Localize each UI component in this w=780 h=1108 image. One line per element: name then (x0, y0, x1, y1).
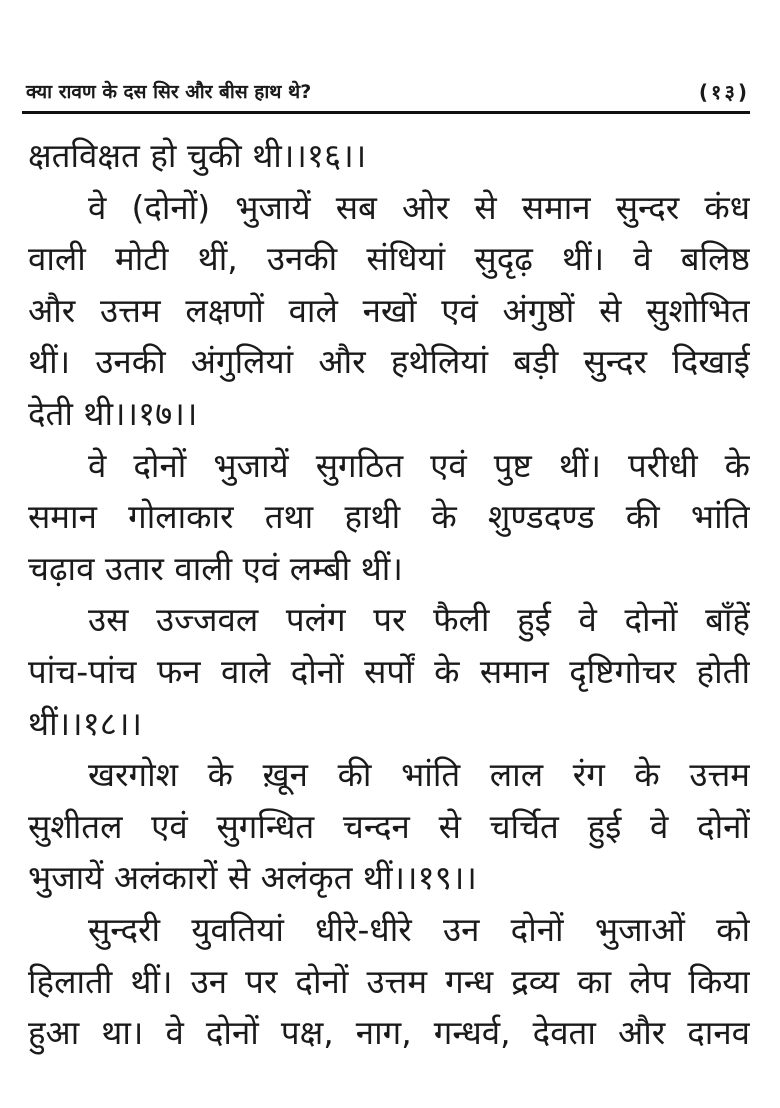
text-line: उस उज्जवल पलंग पर फैली हुई वे दोनों बाँहें (88, 600, 750, 640)
text-line: सुन्दरी युवतियां धीरे-धीरे उन दोनों भुजाओं को (88, 909, 750, 949)
body-text (28, 132, 750, 1061)
text-line: थीं।।१८।। (28, 703, 142, 743)
text-line: हुआ था। वे दोनों पक्ष, नाग, गन्धर्व, देवता और दानव (28, 1013, 750, 1053)
text-line: हिलाती थीं। उन पर दोनों उत्तम गन्ध द्रव्य का लेप किया (28, 961, 750, 1001)
text-line: पांच-पांच फन वाले दोनों सर्पों के समान दृष्टिगोचर होती (28, 651, 750, 691)
text-line: चढ़ाव उतार वाली एवं लम्बी थीं। (28, 548, 403, 588)
text-line: वे दोनों भुजायें सुगठित एवं पुष्ट थीं। परीधी के (88, 445, 750, 485)
text-line: थीं। उनकी अंगुलियां और हथेलियां बड़ी सुन्दर दिखाई (28, 342, 750, 382)
text-line: वाली मोटी थीं, उनकी संधियां सुदृढ़ थीं। वे बलिष्ठ (28, 239, 750, 279)
text-line: सुशीतल एवं सुगन्धित चन्दन से चर्चित हुई वे दोनों (28, 806, 750, 846)
text-line: समान गोलाकार तथा हाथी के शुण्डदण्ड की भांति (28, 497, 750, 537)
running-header (26, 78, 750, 108)
text-line: भुजायें अलंकारों से अलंकृत थीं।।१९।। (28, 858, 477, 898)
text-line: देती थी।।१७।। (28, 393, 198, 433)
text-line: वे (दोनों) भुजायें सब ओर से समान सुन्दर कंध (88, 187, 750, 227)
text-line: और उत्तम लक्षणों वाले नखों एवं अंगुष्ठों से सुशोभित (28, 290, 750, 330)
header-rule (22, 111, 750, 114)
page-number: (१३) (698, 80, 750, 104)
text-line: क्षतविक्षत हो चुकी थी।।१६।। (28, 136, 367, 175)
text-line: खरगोश के ख़ून की भांति लाल रंग के उत्तम (88, 755, 750, 795)
header-title: क्या रावण के दस सिर और बीस हाथ थे? (26, 81, 312, 103)
